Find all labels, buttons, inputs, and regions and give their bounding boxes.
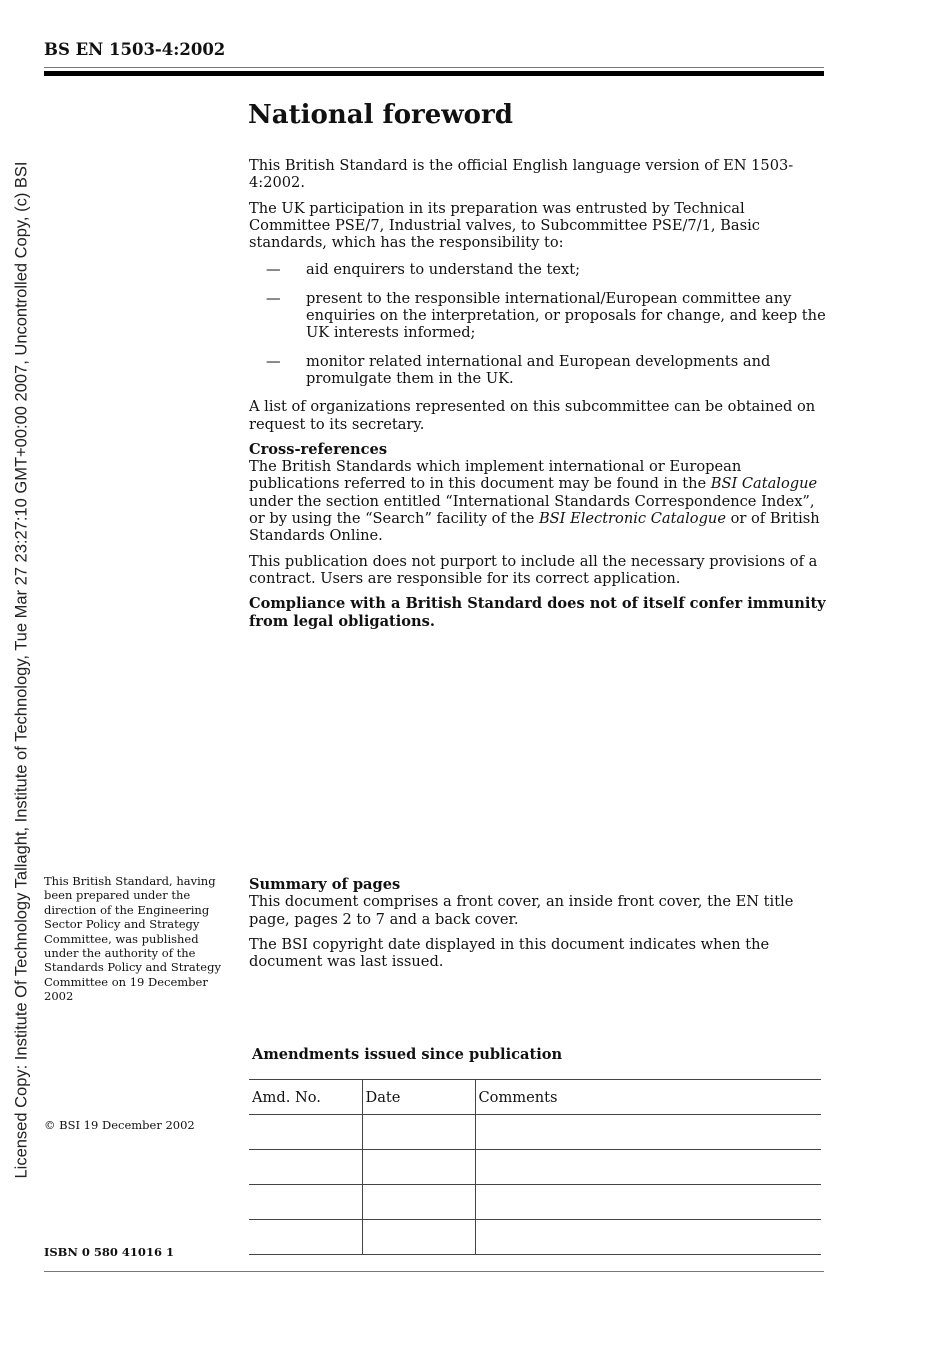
header-rule-thick xyxy=(44,71,824,76)
summary-paragraph-2: The BSI copyright date displayed in this document indicates when the document was last issued. xyxy=(249,935,770,971)
table-cell xyxy=(475,1185,821,1220)
summary-heading: Summary of pages xyxy=(249,876,401,893)
table-cell xyxy=(249,1150,362,1185)
bullet-dash: — xyxy=(266,261,281,279)
bsi-catalogue-ref: BSI Catalogue xyxy=(710,475,818,493)
table-cell xyxy=(362,1150,475,1185)
summary-section xyxy=(249,876,827,978)
column-header: Comments xyxy=(475,1080,821,1115)
license-watermark: Licensed Copy: Institute Of Technology Tallaght, Institute of Technology, Tue Mar 27 23:27:10 GMT+00:00 2007, Uncontrolled Copy, (c) BSI xyxy=(12,161,31,1179)
list-item-text: monitor related international and European developments and promulgate them in the UK. xyxy=(306,352,771,387)
column-header: Amd. No. xyxy=(249,1080,362,1115)
list-item-text: present to the responsible international/European committee any enquiries on the interpretation, or proposals for change, and keep the UK interests informed; xyxy=(306,289,826,342)
publication-note: This British Standard, having been prepared under the direction of the Engineering Sector Policy and Strategy Committee, was published under the authority of the Standards Policy and Strategy Committee on 19 December 2002 xyxy=(44,874,221,1004)
crossref-text: or of British Standards Online. xyxy=(249,510,820,545)
foreword-body xyxy=(249,157,827,638)
foreword-paragraph-3: A list of organizations represented on this subcommittee can be obtained on request to its secretary. xyxy=(249,398,816,433)
summary-paragraph-1: This document comprises a front cover, an inside front cover, the EN title page, pages 2 to 7 and a back cover. xyxy=(249,893,794,928)
foreword-paragraph-4: This publication does not purport to include all the necessary provisions of a contract. Users are responsible for its correct application. xyxy=(249,552,818,587)
responsibility-list xyxy=(249,261,827,387)
table-cell xyxy=(362,1115,475,1150)
table-cell xyxy=(249,1220,362,1255)
copyright-notice: © BSI 19 December 2002 xyxy=(44,1118,195,1132)
table-row xyxy=(249,1150,821,1185)
table-header-row xyxy=(249,1080,821,1115)
page-title: National foreword xyxy=(248,100,513,130)
compliance-statement: Compliance with a British Standard does not of itself confer immunity from legal obligations. xyxy=(249,595,826,630)
foreword-paragraph-1: This British Standard is the official English language version of EN 1503-4:2002. xyxy=(249,157,794,192)
list-item-text: aid enquirers to understand the text; xyxy=(306,261,581,279)
table-cell xyxy=(362,1220,475,1255)
crossref-text: under the section entitled “International Standards Correspondence Index”, or by using the “Search” facility of the xyxy=(249,492,815,528)
column-header: Date xyxy=(362,1080,475,1115)
standard-number: BS EN 1503-4:2002 xyxy=(44,40,226,59)
bullet-dash: — xyxy=(266,289,281,307)
table-cell xyxy=(475,1220,821,1255)
footer-rule xyxy=(44,1271,824,1272)
list-item xyxy=(249,353,827,388)
list-item xyxy=(249,290,827,342)
list-item xyxy=(249,261,827,278)
amendments-title: Amendments issued since publication xyxy=(252,1046,563,1063)
table-row xyxy=(249,1220,821,1255)
header-rule-thin xyxy=(44,67,824,68)
table-row xyxy=(249,1185,821,1220)
table-cell xyxy=(249,1115,362,1150)
table-cell xyxy=(362,1185,475,1220)
table-cell xyxy=(475,1150,821,1185)
table-row xyxy=(249,1115,821,1150)
crossref-text: The British Standards which implement international or European publications referred to in this document may be found in the xyxy=(249,458,742,493)
cross-references-heading: Cross-references xyxy=(249,440,388,458)
cross-references-paragraph xyxy=(249,458,827,544)
amendments-table xyxy=(249,1079,821,1255)
bsi-electronic-catalogue-ref: BSI Electronic Catalogue xyxy=(538,510,726,528)
table-cell xyxy=(475,1115,821,1150)
foreword-paragraph-2: The UK participation in its preparation was entrusted by Technical Committee PSE/7, Industrial valves, to Subcommittee PSE/7/1, Basic standards, which has the responsibility to: xyxy=(249,199,760,252)
isbn: ISBN 0 580 41016 1 xyxy=(44,1245,174,1259)
table-cell xyxy=(249,1185,362,1220)
bullet-dash: — xyxy=(266,352,281,370)
